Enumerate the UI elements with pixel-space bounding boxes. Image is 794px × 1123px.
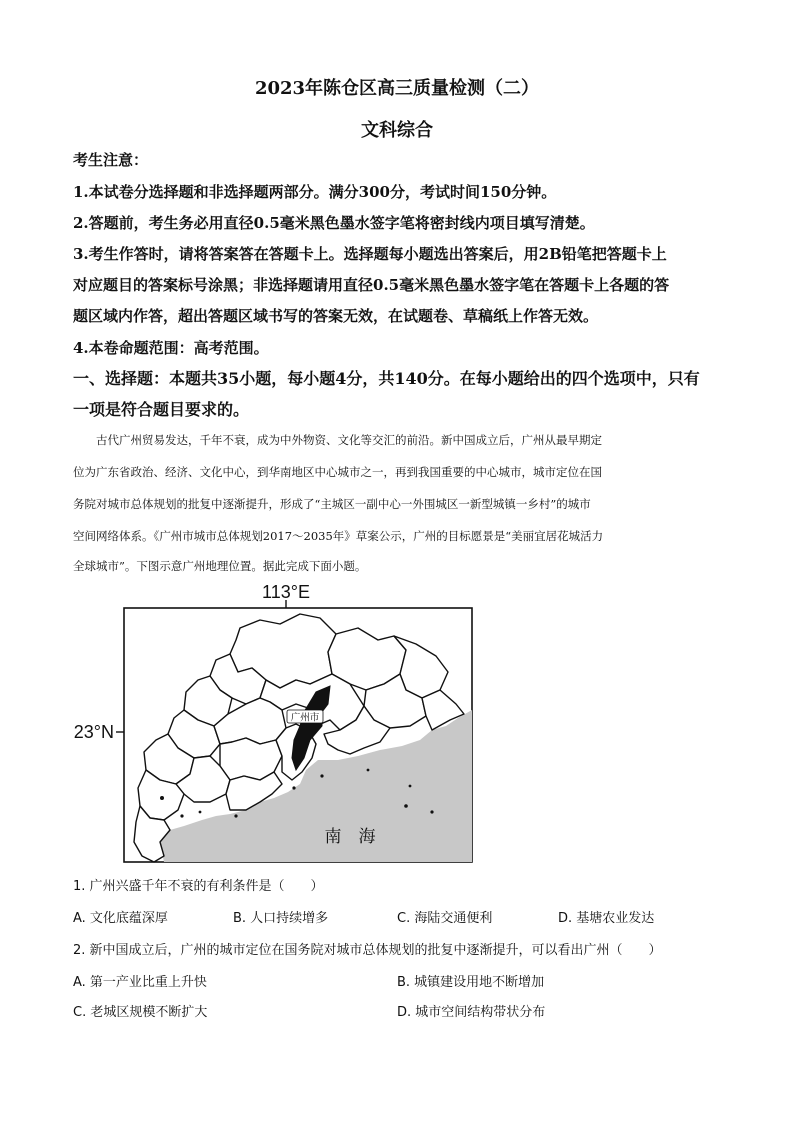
notice-item: 1.本试卷分选择题和非选择题两部分。满分300分，考试时间150分钟。 bbox=[73, 183, 557, 201]
guangzhou-location-map bbox=[60, 580, 480, 870]
passage-line: 全球城市”。下图示意广州地理位置。据此完成下面小题。 bbox=[73, 559, 367, 573]
passage-line: 位为广东省政治、经济、文化中心，到华南地区中心城市之一，再到我国重要的中心城市，城市定位在国 bbox=[73, 465, 602, 479]
notice-item: 4.本卷命题范围：高考范围。 bbox=[73, 339, 269, 357]
section-heading: 一、选择题：本题共35小题，每小题4分，共140分。在每小题给出的四个选项中，只有 bbox=[73, 369, 700, 388]
notice-item: 对应题目的答案标号涂黑；非选择题请用直径0.5毫米黑色墨水签字笔在答题卡上各题的答 bbox=[73, 276, 670, 294]
notice-item: 题区域内作答，超出答题区域书写的答案无效，在试题卷、草稿纸上作答无效。 bbox=[73, 307, 599, 325]
passage-line: 务院对城市总体规划的批复中逐渐提升，形成了“主城区一副中心一外围城区一新型城镇一乡村”的城市 bbox=[73, 497, 591, 511]
lon-label: 113°E bbox=[262, 582, 310, 602]
option-d[interactable]: D. 基塘农业发达 bbox=[558, 911, 655, 926]
passage-line: 空间网络体系。《广州市城市总体规划2017～2035年》草案公示，广州的目标愿景是“美丽宜居花城活力 bbox=[73, 529, 604, 543]
exam-title: 2023年陈仓区高三质量检测（二） bbox=[254, 78, 540, 99]
sea-label: 南 海 bbox=[324, 827, 376, 847]
lat-label: 23°N bbox=[73, 722, 114, 742]
option-b[interactable]: B. 人口持续增多 bbox=[233, 911, 329, 926]
option-b[interactable]: B. 城镇建设用地不断增加 bbox=[397, 975, 545, 990]
question-stem: 1. 广州兴盛千年不衰的有利条件是（ ） bbox=[73, 879, 324, 894]
option-d[interactable]: D. 城市空间结构带状分布 bbox=[397, 1005, 546, 1020]
notice-item: 3.考生作答时，请将答案答在答题卡上。选择题每小题选出答案后，用2B铅笔把答题卡上 bbox=[73, 245, 667, 263]
option-a[interactable]: A. 第一产业比重上升快 bbox=[73, 975, 207, 990]
city-label: 广州市 bbox=[290, 712, 320, 724]
question-stem: 2. 新中国成立后，广州的城市定位在国务院对城市总体规划的批复中逐渐提升，可以看出广州（ ） bbox=[73, 943, 662, 958]
option-a[interactable]: A. 文化底蕴深厚 bbox=[73, 911, 168, 926]
map-svg bbox=[60, 580, 480, 870]
option-c[interactable]: C. 老城区规模不断扩大 bbox=[73, 1005, 208, 1020]
notice-heading: 考生注意： bbox=[73, 151, 149, 169]
exam-subtitle: 文科综合 bbox=[361, 120, 433, 141]
section-heading-cont: 一项是符合题目要求的。 bbox=[73, 400, 250, 419]
notice-item: 2.答题前，考生务必用直径0.5毫米黑色墨水签字笔将密封线内项目填写清楚。 bbox=[73, 214, 595, 232]
passage-line: 古代广州贸易发达，千年不衰，成为中外物资、文化等交汇的前沿。新中国成立后，广州从最早期定 bbox=[96, 433, 602, 447]
option-c[interactable]: C. 海陆交通便利 bbox=[397, 911, 493, 926]
